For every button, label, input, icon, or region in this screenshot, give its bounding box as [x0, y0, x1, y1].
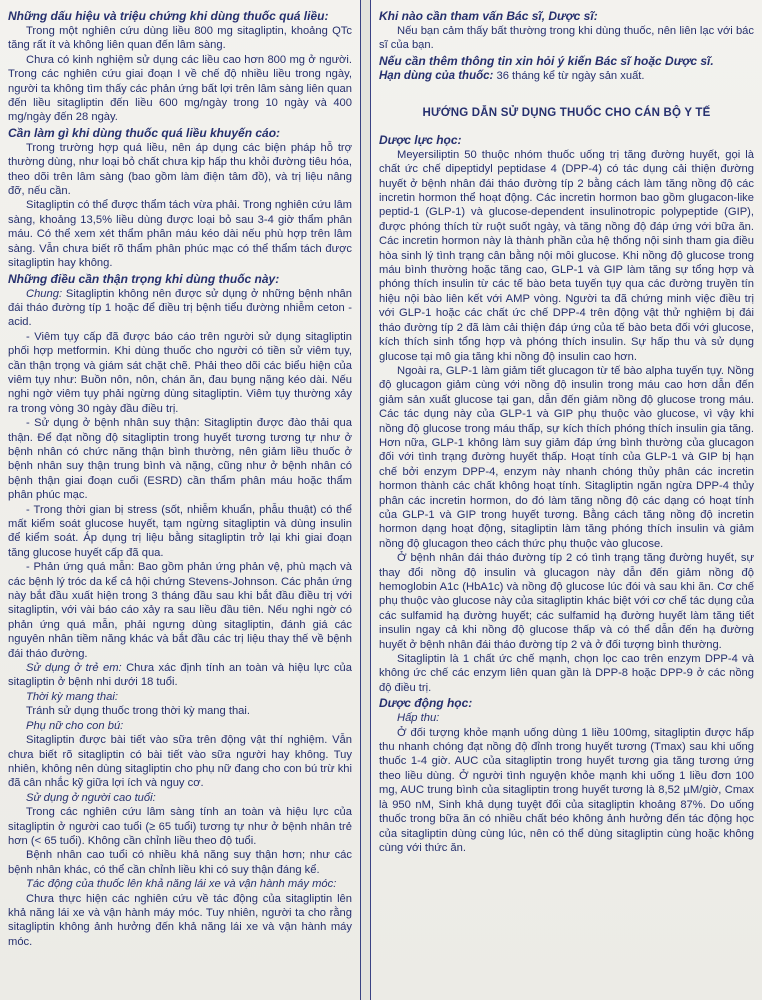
- label-absorption: Hấp thu:: [397, 712, 440, 725]
- paragraph-absorption: Ở đối tượng khỏe mạnh uống dùng 1 liều 100mg, sitagliptin được hấp thu nhanh chóng đạt nồng độ đỉnh trong huyết tương (Tmax) sau khi uống thuốc 1-4 giờ. AUC của sitagliptin trong huyết tương gia tăng tương ứng theo liều dùng. Ở người tình nguyện khỏe mạnh khi uống 1 liều đơn 100 mg, AUC trung bình của sitagliptin trong huyết tương là 8,52 µM/giờ, Cmax là 950 nM, Sinh khả dụng tuyệt đối của sitagliptin khoảng 87%. Do uống thuốc trong bữa ăn có nhiều chất béo không ảnh hưởng đến tác động học của sitagliptin dùng cùng lúc, nên có thể dùng sitagliptin cùng hoặc không cùng với thức ăn.: [379, 726, 754, 854]
- paragraph-elderly: Trong các nghiên cứu lâm sàng tính an toàn và hiệu lực của sitagliptin ở người cao tuổi (≥ 65 tuổi) tương tự như ở bệnh nhân trẻ hơn (< 65 tuổi). Không cần chỉnh liều theo độ tuổi.: [8, 806, 352, 847]
- label-general: Chung:: [26, 287, 63, 300]
- paragraph-dialysis: Sitagliptin có thể được thẩm tách vừa phải. Trong nghiên cứu lâm sàng, khoảng 13,5% liều dùng được loại bỏ sau 3-4 giờ thẩm phân máu. Có thể xem xét thẩm phân máu kéo dài nếu phù hợp trên lâm sàng. Vẫn chưa biết rõ thẩm phân phúc mạc có thể thẩm tách được sitagliptin hay không.: [8, 199, 352, 270]
- text-children: Chưa xác định tính an toàn và hiệu lực của sitagliptin ở bệnh nhi dưới 18 tuổi.: [8, 662, 352, 689]
- label-driving: Tác động của thuốc lên khả năng lái xe và vận hành máy móc:: [26, 878, 337, 891]
- right-column: [370, 0, 762, 1000]
- paragraph-stress: - Trong thời gian bị stress (sốt, nhiễm khuẩn, phẫu thuật) có thể mất kiểm soát glucose huyết, tạm ngừng sitagliptin và dùng insulin để kiểm soát. Áp dụng trị liệu bằng sitagliptin trở lại khi giai đoạn tăng glucose huyết cấp đã qua.: [8, 503, 352, 559]
- heading-pharmacodynamics: Dược lực học:: [379, 132, 462, 147]
- heading-pharmacokinetics: Dược động học:: [379, 696, 473, 711]
- paragraph-hba1c: Ở bệnh nhân đái tháo đường típ 2 có tình trạng tăng đường huyết, sự thay đổi nồng độ insulin và glucagon này dẫn đến giảm nồng độ hemoglobin A1c (HbA1c) và nồng độ glucose lúc đói và sau khi ăn. Cơ chế phụ thuộc vào glucose này của sitagliptin khác biệt với cơ chế tác dụng của các sulfamid hạ đường huyết; các sulfamid hạ đường huyết làm tăng tiết insulin ngay cả khi nồng độ glucose thấp và có thể dẫn đến hạ đường huyết ở bệnh nhân đái tháo đường típ 2 và ở đối tượng bình thường.: [379, 552, 754, 651]
- heading-consult: Khi nào cần tham vấn Bác sĩ, Dược sĩ:: [379, 9, 598, 23]
- paragraph-hypersensitivity: - Phản ứng quá mẫn: Bao gồm phản ứng phản vệ, phù mạch và các bệnh lý tróc da kể cả hội chứng Stevens-Johnson. Các phản ứng này bắt đầu xuất hiện trong 3 tháng đầu sau khi bắt đầu điều trị với sitagliptin, với vài báo cáo xảy ra sau liều đầu tiên. Nếu nghi ngờ có phản ứng quá mẫn, phải ngưng dùng sitagliptin, đánh giá các nguyên nhân tiềm năng khác và bắt đầu các trị liệu thay thế về bệnh đái tháo đường.: [8, 561, 352, 660]
- label-pregnancy: Thời kỳ mang thai:: [26, 690, 118, 703]
- paragraph-children: [8, 661, 352, 690]
- heading-overdose-signs: Những dấu hiệu và triệu chứng khi dùng thuốc quá liều:: [8, 9, 329, 23]
- text-shelf-life: 36 tháng kể từ ngày sản xuất.: [493, 69, 645, 82]
- paragraph-mechanism: Meyersiliptin 50 thuộc nhóm thuốc uống trị tăng đường huyết, gọi là chất ức chế dipeptidyl peptidase 4 (DPP-4) có tác dụng cải thiện đường huyết ở bệnh nhân đái tháo đường típ 2 bằng cách làm tăng nồng độ các incretin hormon thể hoạt động. Các incretin hormon bao gồm glugacon-like peptid-1 (GLP-1) và glucose-dependent insulinotropic polypeptide (GIP), được phóng thích từ ruột suốt ngày, và tăng nồng độ đáp ứng với bữa ăn. Các incretin hormon này là thành phần của hệ thống nội sinh tham gia điều hòa sinh lý tình trạng cân bằng nội môi glucose. Khi nồng độ glucose trong máu bình thường hoặc tăng cao, GLP-1 và GIP làm tăng sự tổng hợp và phóng thích insulin từ các tế bào beta tuyến tụy qua các đường truyền tín hiệu nội bào liên kết với AMP vòng. Người ta đã chứng minh việc điều trị với GLP-1 hoặc các chất ức chế DPP-4 trên động vật thử nghiệm bị đái tháo đường típ 2 đã làm cải thiện đáp ứng của tế bào beta đối với glucose, kích thích sinh tổng hợp và phóng thích insulin. Sự hấp thu và sử dụng glucose tại mô gia tăng khi nồng độ insulin cao hơn.: [379, 148, 754, 363]
- label-elderly: Sử dụng ở người cao tuổi:: [26, 791, 156, 804]
- label-shelf-life: Hạn dùng của thuốc:: [379, 69, 494, 82]
- heading-more-info: Nếu cần thêm thông tin xin hỏi ý kiến Bác sĩ hoặc Dược sĩ.: [379, 53, 714, 68]
- paragraph-high-dose: Chưa có kinh nghiệm sử dụng các liều cao hơn 800 mg ở người. Trong các nghiên cứu giai đoạn I về chế độ nhiều liều trong ngày, người ta không tìm thấy các phản ứng bất lợi trên lâm sàng liên quan đến liều sitagliptin đến liều 600 mg/ngày trong 10 ngày và 400 mg/ngày đến 28 ngày.: [8, 53, 352, 124]
- paragraph-lactation: Sitagliptin được bài tiết vào sữa trên động vật thí nghiệm. Vẫn chưa biết rõ sitagliptin có bài tiết vào sữa người hay không. Tuy nhiên, không nên dùng sitagliptin cho phụ nữ đang cho con bú trừ khi đã cân nhắc kỹ giữa lợi ích và nguy cơ.: [8, 734, 353, 790]
- paragraph-pregnancy: Tránh sử dụng thuốc trong thời kỳ mang thai.: [26, 705, 250, 718]
- paragraph-renal: - Sử dụng ở bệnh nhân suy thận: Sitagliptin được đào thải qua thận. Để đạt nồng độ sitagliptin trong huyết tương tương tự như ở bệnh nhân có chức năng thận bình thường, nên giảm liều thuốc ở bệnh nhân suy thận trung bình và nặng, cũng như ở bệnh nhân có bệnh thận giai đoạn cuối (ESRD) cần thẩm phân máu hoặc thẩm phân phúc mạc.: [8, 417, 352, 502]
- paragraph-consult: Nếu bạn cảm thấy bất thường trong khi dùng thuốc, nên liên lạc với bác sĩ của bạn.: [379, 25, 754, 52]
- left-column: [0, 0, 361, 1000]
- paragraph-driving: Chưa thực hiện các nghiên cứu về tác động của sitagliptin lên khả năng lái xe và vận hành máy móc. Tuy nhiên, người ta cho rằng sitagliptin không ảnh hưởng đến khả năng lái xe và vận hành máy móc.: [8, 892, 352, 948]
- paragraph-glucagon: Ngoài ra, GLP-1 làm giảm tiết glucagon từ tế bào alpha tuyến tụy. Nồng độ glucagon giảm cùng với nồng độ insulin trong máu cao hơn dẫn đến giảm sản xuất glucose tại gan, dẫn đến giảm nồng độ glucose trong máu. Các tác dụng này của GLP-1 và GIP phụ thuộc vào glucose, vì vậy khi nồng độ glucose trong máu thấp, sự kích thích phóng thích insulin gia tăng. Hơn nữa, GLP-1 không làm suy giảm đáp ứng bình thường của glucagon đối với tình trạng đường huyết thấp. Hoạt tính của GLP-1 và GIP bị hạn chế bởi enzym DPP-4, enzym này nhanh chóng thủy phân các incretin hormon thành các chất không hoạt tính. Sitagliptin ngăn ngừa DPP-4 thủy phân các incretin hormon, do đó làm tăng nồng độ các dạng có hoạt tính của GLP-1 và GIP trong huyết tương. Bằng cách tăng nồng độ incretin hormon dạng hoạt động, sitagliptin làm tăng phóng thích insulin và giảm nồng độ glucagon theo cách thức phụ thuộc vào glucose.: [379, 364, 754, 550]
- heading-precautions: Những điều cần thận trọng khi dùng thuốc này:: [8, 271, 280, 286]
- heading-overdose-action: Cần làm gì khi dùng thuốc quá liều khuyến cáo:: [8, 125, 281, 140]
- paragraph-selectivity: Sitagliptin là 1 chất ức chế mạnh, chọn lọc cao trên enzym DPP-4 và không ức chế các enzym liên quan gần là DPP-8 hoặc DPP-9 ở các nồng độ điều trị.: [379, 653, 754, 694]
- label-lactation: Phụ nữ cho con bú:: [26, 719, 124, 732]
- paragraph-elderly-renal: Bệnh nhân cao tuổi có nhiều khả năng suy thận hơn; như các bệnh nhân khác, có thể cần chỉnh liều khi có suy thận đáng kể.: [8, 849, 352, 876]
- section-title-professional: HƯỚNG DẪN SỬ DỤNG THUỐC CHO CÁN BỘ Y TẾ: [422, 106, 711, 119]
- paragraph-qtc: Trong một nghiên cứu dùng liều 800 mg sitagliptin, khoảng QTc tăng rất ít và không liên quan đến lâm sàng.: [8, 25, 352, 52]
- paragraph-shelf-life: [379, 69, 754, 84]
- paragraph-supportive: Trong trường hợp quá liều, nên áp dụng các biện pháp hỗ trợ thường dùng, như loại bỏ chất chưa kịp hấp thu khỏi đường tiêu hóa, theo dõi trên lâm sàng (bao gồm làm điện tâm đồ), và trị liệu nâng đỡ, nếu cần.: [8, 141, 352, 198]
- paragraph-pancreatitis: - Viêm tụy cấp đã được báo cáo trên người sử dụng sitagliptin phối hợp metformin. Khi dùng thuốc cho người có tiền sử viêm tụy, cần thận trọng và giám sát chặt chẽ. Phải theo dõi các biểu hiện của viêm tụy như: Buồn nôn, nôn, chán ăn, đau bụng nặng kéo dài. Nếu nghi ngờ viêm tụy phải ngừng dùng sitagliptin. Viêm tụy thường xảy ra trong vòng 30 ngày đầu điều trị.: [8, 330, 352, 415]
- column-fold: [361, 0, 370, 1000]
- text-general: Sitagliptin không nên được sử dụng ở những bệnh nhân đái tháo đường típ 1 hoặc để điều trị bệnh tiểu đường nhiễm ceton - acid.: [8, 287, 352, 329]
- label-children: Sử dụng ở trẻ em:: [26, 662, 122, 675]
- paragraph-general: [8, 287, 352, 330]
